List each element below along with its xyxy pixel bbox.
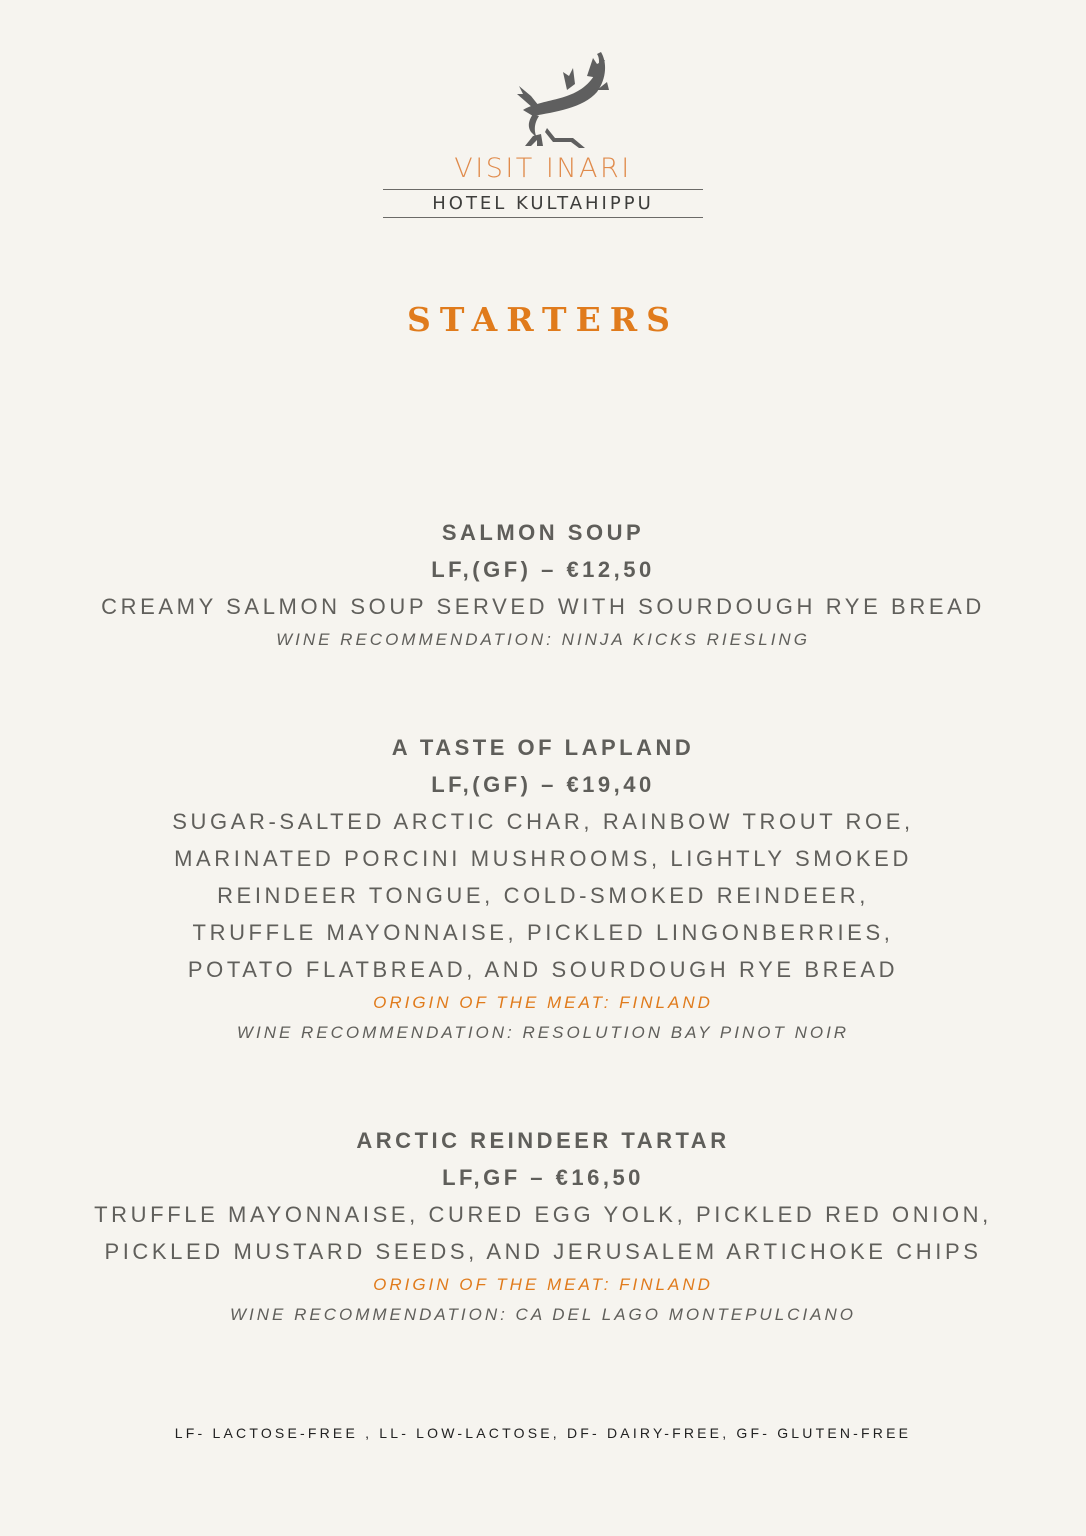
item-description: SUGAR-SALTED ARCTIC CHAR, RAINBOW TROUT ROE, — [172, 809, 914, 834]
item-name: A TASTE OF LAPLAND — [391, 735, 695, 760]
section-title: STARTERS — [407, 300, 679, 339]
item-description: TRUFFLE MAYONNAISE, PICKLED LINGONBERRIES, — [192, 920, 894, 945]
hotel-name: HOTEL KULTAHIPPU — [432, 193, 654, 214]
item-description: MARINATED PORCINI MUSHROOMS, LIGHTLY SMOKED — [174, 846, 912, 871]
menu-item-taste-of-lapland — [0, 729, 1086, 1048]
dietary-legend: LF- LACTOSE-FREE , LL- LOW-LACTOSE, DF- DAIRY-FREE, GF- GLUTEN-FREE — [174, 1425, 912, 1441]
item-description: PICKLED MUSTARD SEEDS, AND JERUSALEM ARTICHOKE CHIPS — [104, 1239, 982, 1264]
item-description: POTATO FLATBREAD, AND SOURDOUGH RYE BREAD — [187, 957, 899, 982]
menu-item-arctic-reindeer-tartar — [0, 1122, 1086, 1330]
logo-divider-bottom — [383, 217, 703, 218]
item-name: SALMON SOUP — [441, 520, 645, 545]
logo-divider-top — [383, 189, 703, 190]
item-price: LF,GF – €16,50 — [442, 1165, 644, 1190]
item-name: ARCTIC REINDEER TARTAR — [356, 1128, 730, 1153]
brand-name: VISIT INARI — [454, 153, 632, 184]
item-price: LF,(GF) – €12,50 — [431, 557, 655, 582]
item-price: LF,(GF) – €19,40 — [431, 772, 655, 797]
item-description: CREAMY SALMON SOUP SERVED WITH SOURDOUGH RYE BREAD — [101, 594, 985, 619]
menu-item-salmon-soup — [0, 514, 1086, 655]
wine-recommendation: WINE RECOMMENDATION: CA DEL LAGO MONTEPULCIANO — [229, 1305, 857, 1324]
reindeer-antler-face-icon — [503, 50, 613, 148]
logo — [383, 50, 703, 222]
item-description: TRUFFLE MAYONNAISE, CURED EGG YOLK, PICKLED RED ONION, — [94, 1202, 992, 1227]
meat-origin: ORIGIN OF THE MEAT: FINLAND — [373, 993, 713, 1012]
wine-recommendation: WINE RECOMMENDATION: NINJA KICKS RIESLING — [276, 630, 810, 649]
meat-origin: ORIGIN OF THE MEAT: FINLAND — [373, 1275, 713, 1294]
item-description: REINDEER TONGUE, COLD-SMOKED REINDEER, — [217, 883, 869, 908]
wine-recommendation: WINE RECOMMENDATION: RESOLUTION BAY PINOT NOIR — [236, 1023, 850, 1042]
